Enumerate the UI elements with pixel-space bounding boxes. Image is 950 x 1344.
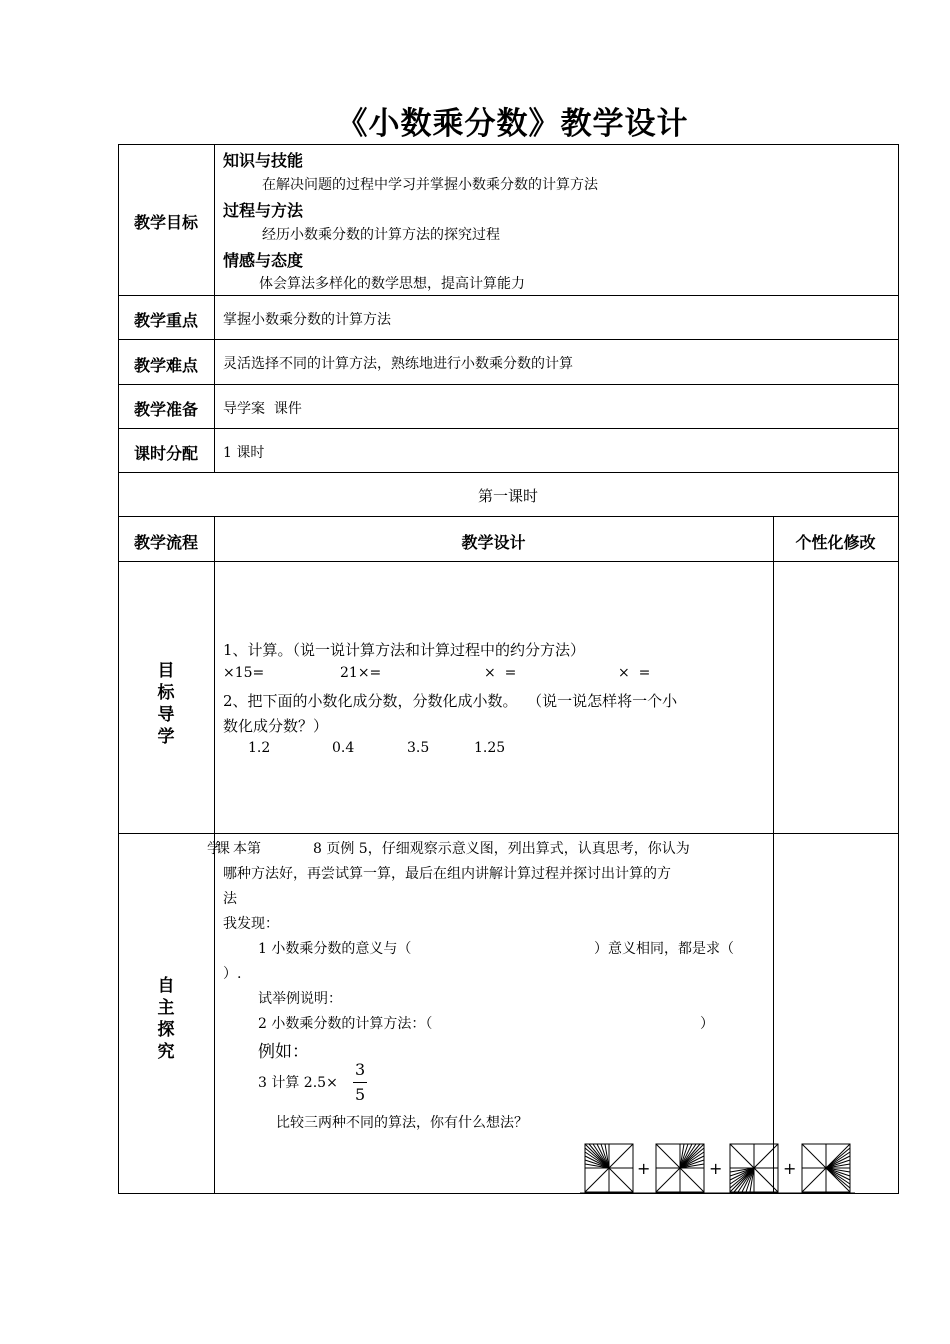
guide-q1-item: × = xyxy=(484,665,517,681)
example-label: 例如： xyxy=(258,1042,309,1062)
hours-label: 课时分配 xyxy=(133,444,198,463)
guide-q2-item: 1.25 xyxy=(474,740,506,756)
preparation-value: 导学案 课件 xyxy=(223,401,302,417)
table-border xyxy=(118,561,899,562)
finding-2: ） xyxy=(700,1016,714,1032)
finding-3: 3 计算 2.5× xyxy=(258,1075,338,1091)
plus-sign: + xyxy=(709,1159,723,1178)
explore-prefix: 学课 xyxy=(207,841,225,857)
explore-text: 本第 xyxy=(233,841,261,857)
guide-q2-item: 0.4 xyxy=(332,740,355,756)
table-border xyxy=(118,144,899,145)
explore-line xyxy=(207,838,261,858)
design-header: 教学设计 xyxy=(461,533,526,552)
table-border xyxy=(118,833,899,834)
objective-heading: 情感与态度 xyxy=(223,251,304,270)
guide-q2-item: 1.2 xyxy=(248,740,271,756)
guide-label-text: 目标导学 xyxy=(157,661,175,747)
table-border xyxy=(118,428,899,429)
plus-sign: + xyxy=(637,1159,651,1178)
fraction-bar xyxy=(353,1082,367,1083)
personal-header: 个性化修改 xyxy=(795,533,876,552)
finding-1: 1 小数乘分数的意义与（ xyxy=(258,941,412,957)
table-border xyxy=(118,384,899,385)
objectives-label: 教学目标 xyxy=(133,213,198,232)
key-point-value: 掌握小数乘分数的计算方法 xyxy=(223,312,391,328)
finding-1: ）意义相同，都是求（ xyxy=(594,941,734,957)
table-border xyxy=(773,516,774,1194)
compare-question: 比较三两种不同的算法，你有什么想法？ xyxy=(276,1115,528,1131)
objective-text: 在解决问题的过程中学习并掌握小数乘分数的计算方法 xyxy=(262,177,598,193)
objective-heading: 知识与技能 xyxy=(223,151,304,170)
table-border xyxy=(118,472,899,473)
explore-line: 法 xyxy=(223,891,237,907)
guide-q2-item: 3.5 xyxy=(407,740,430,756)
table-border xyxy=(214,144,215,473)
plus-sign: + xyxy=(783,1159,797,1178)
hours-value: 1 课时 xyxy=(223,445,265,461)
preparation-label: 教学准备 xyxy=(133,400,198,419)
lesson-title: 第一课时 xyxy=(477,487,538,505)
explore-line: 哪种方法好，再尝试算一算，最后在组内讲解计算过程并探讨出计算的方 xyxy=(223,866,671,882)
objective-text: 经历小数乘分数的计算方法的探究过程 xyxy=(262,227,500,243)
explore-find: 我发现： xyxy=(223,916,279,932)
fraction-numerator: 3 xyxy=(355,1060,366,1079)
flow-header: 教学流程 xyxy=(133,533,198,552)
difficulty-label: 教学难点 xyxy=(133,356,198,375)
guide-q2: 2、把下面的小数化成分数，分数化成小数。 （说一说怎样将一个小 xyxy=(223,692,678,710)
objective-heading: 过程与方法 xyxy=(223,201,304,220)
table-border xyxy=(118,516,899,517)
guide-q2: 数化成分数？） xyxy=(223,717,329,735)
fraction-denominator: 5 xyxy=(355,1085,366,1104)
page-title: 《小数乘分数》教学设计 xyxy=(336,106,689,142)
guide-q1-item: ×15= xyxy=(223,665,265,681)
table-border xyxy=(118,339,899,340)
finding-2: 2 小数乘分数的计算方法：（ xyxy=(258,1016,433,1032)
explore-label-text: 自主探究 xyxy=(157,976,175,1062)
explore-label xyxy=(118,975,214,1063)
finding-1: ）. xyxy=(223,966,242,982)
difficulty-value: 灵活选择不同的计算方法，熟练地进行小数乘分数的计算 xyxy=(223,356,573,372)
guide-q1-item: 21×= xyxy=(340,665,382,681)
key-point-label: 教学重点 xyxy=(133,311,198,330)
example-note: 试举例说明： xyxy=(258,991,342,1007)
guide-label xyxy=(118,660,214,748)
guide-q1: 1、计算。（说一说计算方法和计算过程中的约分方法） xyxy=(223,641,586,659)
table-border xyxy=(118,295,899,296)
objective-text: 体会算法多样化的数学思想，提高计算能力 xyxy=(259,276,525,292)
explore-line: 8 页例 5，仔细观察示意义图，列出算式，认真思考，你认为 xyxy=(313,841,690,857)
fraction-diagram xyxy=(575,1140,865,1200)
guide-q1-item: × = xyxy=(618,665,651,681)
table-border xyxy=(898,144,899,1194)
